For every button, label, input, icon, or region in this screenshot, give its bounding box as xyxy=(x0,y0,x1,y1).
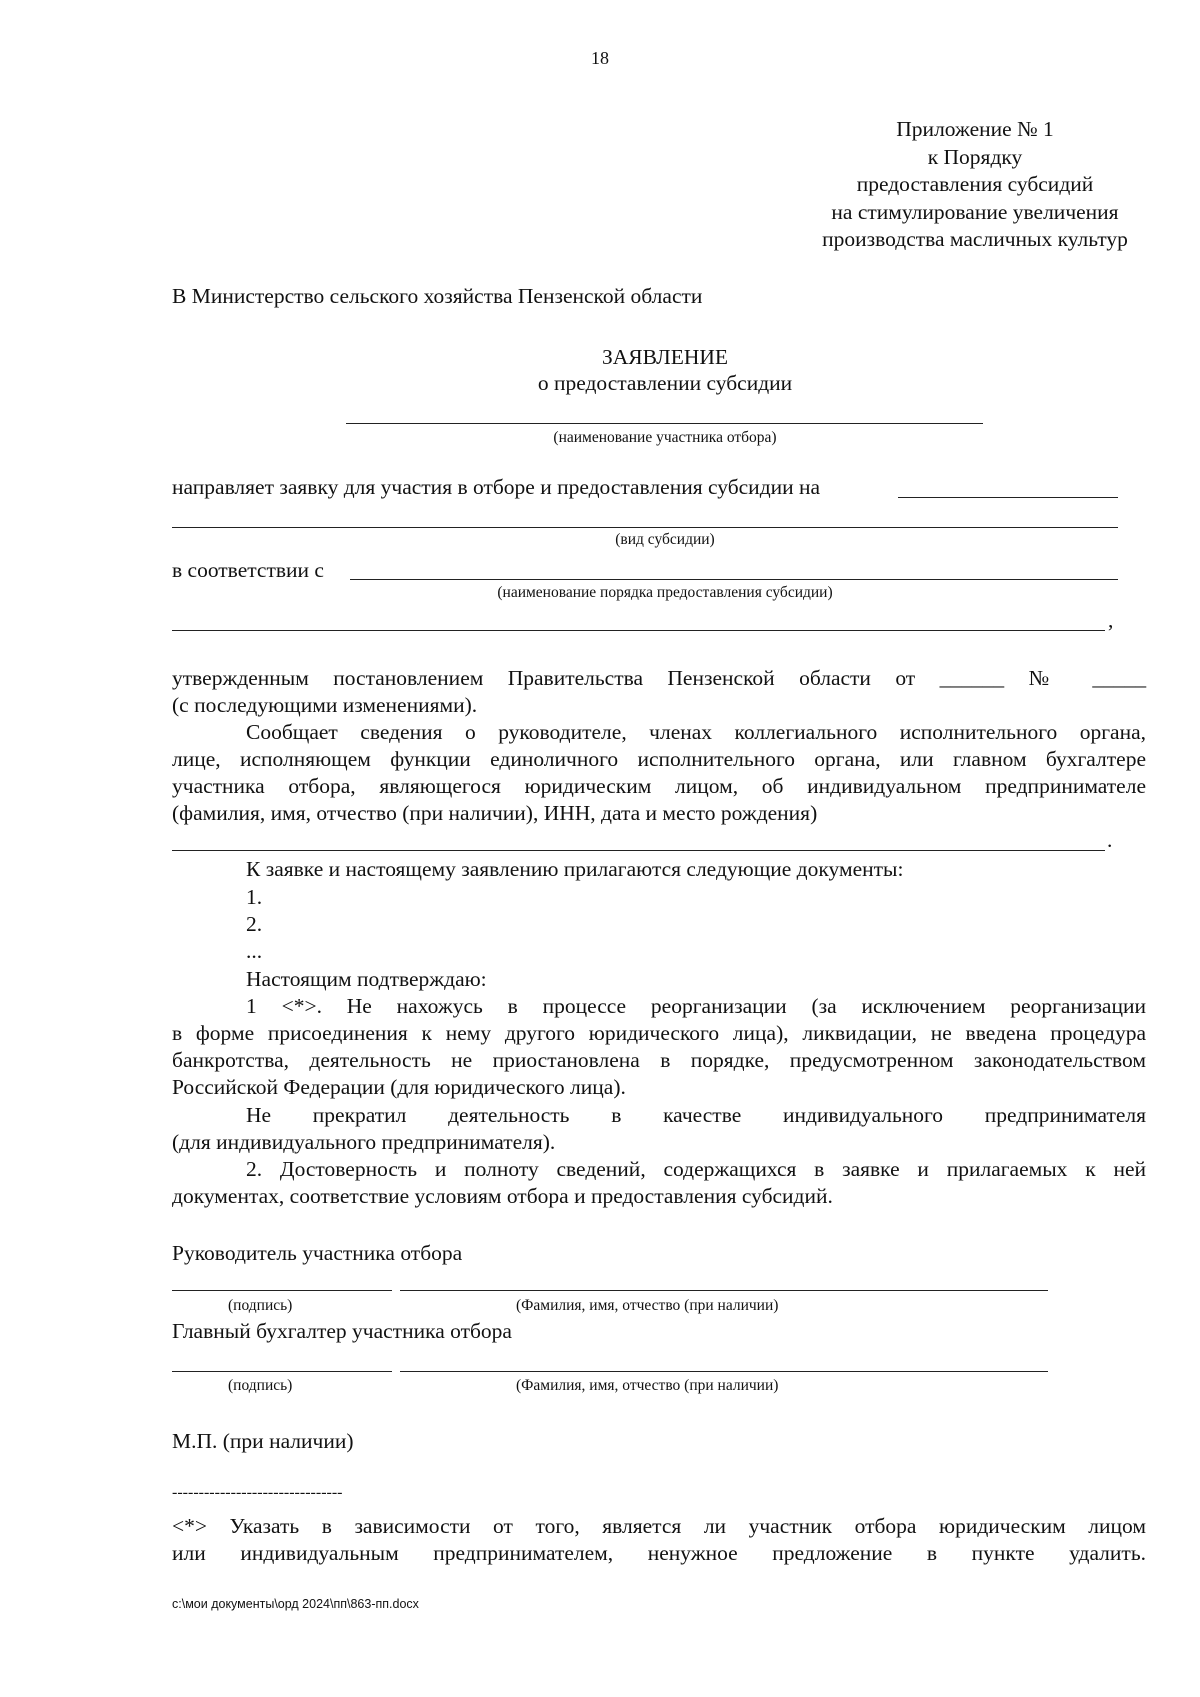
ip-line: (для индивидуального предпринимателя). xyxy=(172,1130,556,1154)
list-item: 2. xyxy=(246,912,263,936)
participant-caption: (наименование участника отбора) xyxy=(553,429,777,446)
addressee: В Министерство сельского хозяйства Пензенской области xyxy=(172,284,703,308)
item2-line: 2. Достоверность и полноту сведений, содержащихся в заявке и прилагаемых к ней xyxy=(246,1157,1146,1181)
footnote-line: или индивидуальным предпринимателем, ненужное предложение в пункте удалить. xyxy=(172,1541,1146,1565)
date-field[interactable]: ______ xyxy=(939,666,1005,690)
head-label: Руководитель участника отбора xyxy=(172,1241,463,1265)
approved-word: постановлением xyxy=(333,666,484,690)
subsidy-type-field[interactable] xyxy=(898,497,1118,498)
document-subtitle: о предоставлении субсидии xyxy=(537,371,793,395)
fio-caption: (Фамилия, имя, отчество (при наличии) xyxy=(516,1297,779,1314)
number-field[interactable]: _____ xyxy=(1092,666,1147,690)
subsidy-type-caption: (вид субсидии) xyxy=(615,531,715,548)
appendix-header xyxy=(780,116,1170,254)
manager-info-field[interactable] xyxy=(172,850,1105,851)
number-sign: № xyxy=(1028,666,1068,690)
confirm-heading: Настоящим подтверждаю: xyxy=(246,967,487,991)
accountant-name-field[interactable] xyxy=(400,1371,1048,1372)
directs-text: направляет заявку для участия в отборе и предоставления субсидии на xyxy=(172,475,821,499)
approved-word: от xyxy=(895,666,916,690)
participant-name-field[interactable] xyxy=(346,423,983,424)
accountant-signature-field[interactable] xyxy=(172,1371,392,1372)
accordance-label: в соответствии с xyxy=(172,558,324,582)
item1-line: в форме присоединения к нему другого юридического лица), ликвидации, не введена процедура xyxy=(172,1021,1146,1045)
info-paragraph-line: Сообщает сведения о руководителе, членах коллегиального исполнительного органа, xyxy=(246,720,1146,744)
signature-caption: (подпись) xyxy=(228,1377,293,1394)
stamp-label: М.П. (при наличии) xyxy=(172,1429,354,1453)
procedure-caption: (наименование порядка предоставления субсидии) xyxy=(497,584,833,601)
procedure-name-field-continued[interactable] xyxy=(172,630,1105,631)
approved-word: области xyxy=(799,666,871,690)
subsidy-type-field-continued[interactable] xyxy=(172,527,1118,528)
period: . xyxy=(1107,828,1113,852)
item1-line: Российской Федерации (для юридического лица). xyxy=(172,1075,626,1099)
signature-caption: (подпись) xyxy=(228,1297,293,1314)
head-signature-field[interactable] xyxy=(172,1290,392,1291)
approved-line-2: (с последующими изменениями). xyxy=(172,693,478,717)
footnote-line: <*> Указать в зависимости от того, является ли участник отбора юридическим лицом xyxy=(172,1514,1146,1538)
info-paragraph-line: лице, исполняющем функции единоличного исполнительного органа, или главном бухгалтере xyxy=(172,747,1146,771)
ip-line: Не прекратил деятельность в качестве индивидуального предпринимателя xyxy=(246,1103,1146,1127)
accountant-label: Главный бухгалтер участника отбора xyxy=(172,1319,512,1343)
page-number: 18 xyxy=(591,48,609,68)
file-path: c:\мои документы\орд 2024\пп\863-пп.docx xyxy=(172,1597,419,1611)
appendix-line: к Порядку xyxy=(927,144,1023,169)
document-title: ЗАЯВЛЕНИЕ xyxy=(601,345,729,369)
list-item: 1. xyxy=(246,885,263,909)
footnote-separator: -------------------------------- xyxy=(172,1484,343,1501)
procedure-name-field[interactable] xyxy=(350,579,1118,580)
fio-caption: (Фамилия, имя, отчество (при наличии) xyxy=(516,1377,779,1394)
item1-line: банкротства, деятельность не приостановлена в порядке, предусмотренном законодательством xyxy=(172,1048,1146,1072)
info-paragraph-line: (фамилия, имя, отчество (при наличии), ИНН, дата и место рождения) xyxy=(172,801,818,825)
appendix-line: предоставления субсидий xyxy=(856,172,1094,196)
item1-line: 1 <*>. Не нахожусь в процессе реорганизации (за исключением реорганизации xyxy=(246,994,1146,1018)
approved-word: Правительства xyxy=(507,666,644,690)
appendix-line: производства масличных культур xyxy=(822,227,1128,251)
approved-word: Пензенской xyxy=(667,666,775,690)
comma: , xyxy=(1108,608,1114,632)
appendix-line: на стимулирование увеличения xyxy=(831,199,1119,224)
approved-line xyxy=(172,665,1146,692)
attached-docs-heading: К заявке и настоящему заявлению прилагаются следующие документы: xyxy=(246,857,904,881)
head-name-field[interactable] xyxy=(400,1290,1048,1291)
item2-line: документах, соответствие условиям отбора и предоставления субсидий. xyxy=(172,1184,833,1208)
appendix-line: Приложение № 1 xyxy=(896,117,1054,141)
approved-word: утвержденным xyxy=(172,666,309,690)
list-item: ... xyxy=(246,939,263,963)
info-paragraph-line: участника отбора, являющегося юридическим лицом, об индивидуальном предпринимателе xyxy=(172,774,1146,798)
